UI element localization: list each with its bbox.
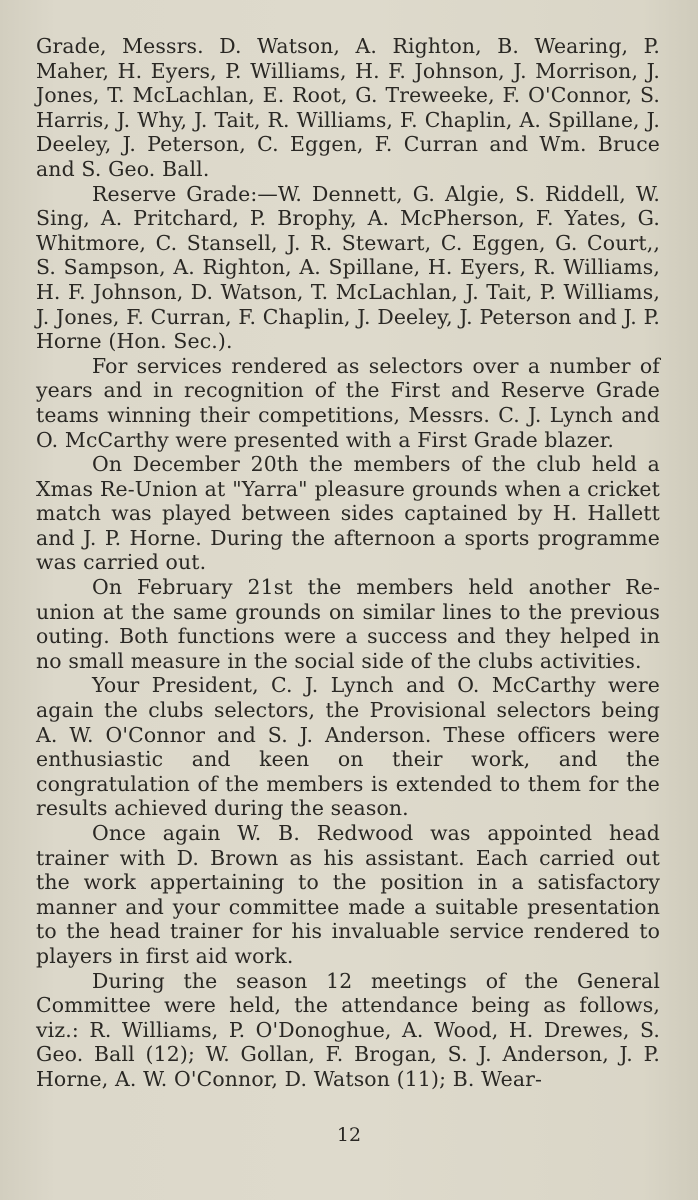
paragraph-club-selectors: Your President, C. J. Lynch and O. McCarthy were again the clubs selectors, the Provisional selectors being A. W. O'Connor and S. J. Anderson. These officers were enthusiastic and keen on their work, and the congratulation of the members is extended to them for the results achieved during the season.	[36, 673, 660, 821]
paragraph-reserve-grade: Reserve Grade:—W. Dennett, G. Algie, S. Riddell, W. Sing, A. Pritchard, P. Brophy, A. McPherson, F. Yates, G. Whitmore, C. Stansell, J. R. Stewart, C. Eggen, G. Court,, S. Sampson, A. Righton, A. Spillane, H. Eyers, R. Williams, H. F. Johnson, D. Watson, T. McLachlan, J. Tait, P. Williams, J. Jones, F. Curran, F. Chaplin, J. Deeley, J. Peterson and J. P. Horne (Hon. Sec.).	[36, 181, 660, 354]
paragraph-grade-list: Grade, Messrs. D. Watson, A. Righton, B. Wearing, P. Maher, H. Eyers, P. Williams, H. F. Johnson, J. Morrison, J. Jones, T. McLachlan, E. Root, G. Treweeke, F. O'Connor, S. Harris, J. Why, J. Tait, R. Williams, F. Chaplin, A. Spillane, J. Deeley, J. Peterson, C. Eggen, F. Curran and Wm. Bruce and S. Geo. Ball.	[36, 34, 660, 181]
paragraph-committee-meetings: During the season 12 meetings of the General Committee were held, the attendance being as follows, viz.: R. Williams, P. O'Donoghue, A. Wood, H. Drewes, S. Geo. Ball (12); W. Gollan, F. Brogan, S. J. Anderson, J. P. Horne, A. W. O'Connor, D. Watson (11); B. Wear-	[36, 968, 660, 1091]
paragraph-february-reunion: On February 21st the members held another Re-union at the same grounds on similar lines to the previous outing. Both functions were a success and they helped in no small measure in the social side of the clubs activities.	[36, 575, 660, 673]
body-text	[36, 34, 660, 1092]
paragraph-xmas-reunion: On December 20th the members of the club held a Xmas Re-Union at "Yarra" pleasure grounds when a cricket match was played between sides captained by H. Hallett and J. P. Horne. During the afternoon a sports programme was carried out.	[36, 452, 660, 575]
page-number: 12	[336, 1124, 362, 1146]
paragraph-selectors-blazer: For services rendered as selectors over a number of years and in recognition of the First and Reserve Grade teams winning their competitions, Messrs. C. J. Lynch and O. McCarthy were presented with a First Grade blazer.	[36, 353, 660, 452]
paragraph-head-trainer: Once again W. B. Redwood was appointed head trainer with D. Brown as his assistant. Each carried out the work appertaining to the position in a satisfactory manner and your committee made a suitable presentation to the head trainer for his invaluable service rendered to players in first aid work.	[36, 821, 660, 968]
